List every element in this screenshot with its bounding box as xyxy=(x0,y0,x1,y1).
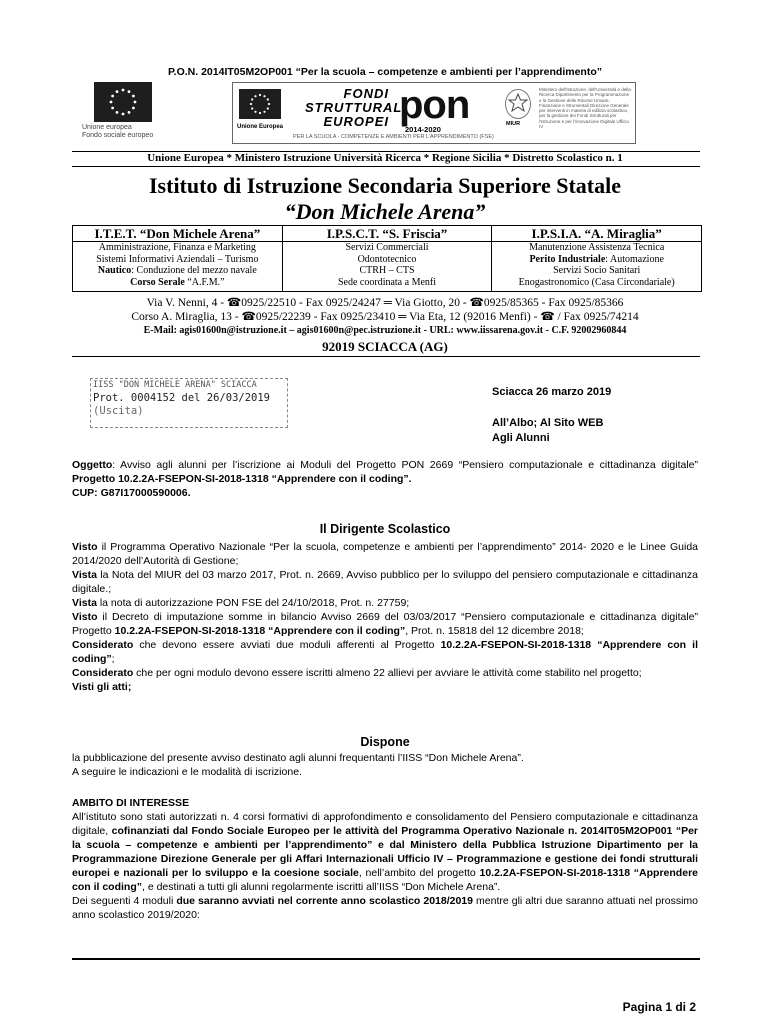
premise-6: Considerato che per ogni modulo devono essere iscritti almeno 22 allievi per avviare le attività come stabilito nel progetto; xyxy=(72,667,642,679)
fondi-strutturali-logo: FONDI STRUTTURALI EUROPEI xyxy=(305,86,407,129)
school-title: I.T.E.T. “Don Michele Arena” xyxy=(73,226,282,242)
protocol-stamp xyxy=(90,378,288,428)
logos-banner xyxy=(80,80,700,152)
premise-1: Visto il Programma Operativo Nazionale “Per la scuola, competenze e ambienti per l’apprendimento” 2014- 2020 e le Linee Guida 2014/2020 dell’Autorità di Gestione; xyxy=(72,541,698,567)
oggetto-paragraph: Oggetto: Avviso agli alunni per l’iscrizione ai Moduli del Progetto PON 2669 “Pensiero computazionale e cittadinanza digitale” Progetto 10.2.2A-FSEPON-SI-2018-1318 “Apprendere con il coding”. CUP: G87I17000590006. xyxy=(72,459,698,499)
city-line: 92019 SCIACCA (AG) xyxy=(322,339,448,354)
stamp-line-3: (Uscita) xyxy=(93,405,144,417)
premise-7: Visti gli atti; xyxy=(72,681,132,693)
ambito-heading: AMBITO DI INTERESSE xyxy=(72,797,190,809)
institute-title: Istituto di Istruzione Secondaria Superiore Statale xyxy=(149,173,621,198)
page-number: Pagina 1 di 2 xyxy=(622,1000,696,1014)
fse-caption: PER LA SCUOLA - COMPETENZE E AMBIENTI PER L'APPRENDIMENTO (FSE) xyxy=(293,134,494,140)
divider xyxy=(72,356,700,357)
eu-caption-line1: Unione europea xyxy=(82,124,132,131)
stamp-line-1: IISS "DON MICHELE ARENA" SCIACCA xyxy=(93,380,257,390)
premise-3: Vista la nota di autorizzazione PON FSE del 24/10/2018, Prot. n. 27759; xyxy=(72,597,410,609)
school-title: I.P.S.C.T. “S. Friscia” xyxy=(283,226,492,242)
eu-logo xyxy=(82,82,162,144)
ue-line: Unione Europea * Ministero Istruzione Università Ricerca * Regione Sicilia * Distretto Scolastico n. 1 xyxy=(147,152,623,164)
dispone-heading: Dispone xyxy=(360,735,410,749)
premises-block xyxy=(72,540,698,694)
schools-table xyxy=(72,225,702,292)
bottom-divider xyxy=(72,958,700,960)
eu-caption-line2: Fondo sociale europeo xyxy=(82,132,154,139)
stamp-line-2: Prot. 0004152 del 26/03/2019 xyxy=(93,392,271,404)
premise-4: Visto il Decreto di imputazione somme in bilancio Avviso 2669 del 03/03/2017 “Pensiero computazionale e cittadinanza digitale” Progetto 10.2.2A-FSEPON-SI-2018-1318 “Apprendere con il coding”, Prot. n. 15818 del 12 dicembre 2018; xyxy=(72,611,698,637)
address-line-1: Via V. Nenni, 4 - ☎0925/22510 - Fax 0925/24247 ═ Via Giotto, 20 - ☎0925/85365 - Fax 0925/85366 xyxy=(146,297,624,309)
pon-header-title: P.O.N. 2014IT05M2OP001 “Per la scuola – competenze e ambienti per l’apprendimento” xyxy=(168,66,602,78)
ambito-modules-line: Dei seguenti 4 moduli due saranno avviati nel corrente anno scolastico 2018/2019 mentre gli altri due saranno attuati nel prossimo anno scolastico 2019/2020: xyxy=(72,895,698,921)
ambito-paragraph: All’istituto sono stati autorizzati n. 4 corsi formativi di approfondimento e consolidamento del Pensiero computazionale e cittadinanza digitale, cofinanziati dal Fondo Sociale Europeo per le attività del Programma Operativo Nazionale n. 2014IT05M2OP001 “Per la scuola – competenze e ambienti per l’apprendimento” e dal Ministero della Pubblica Istruzione Dipartimento per la Programmazione Direzione Generale per gli Affari Internazionali Ufficio IV – Programmazione e gestione dei fondi strutturali europei e nazionali per lo sviluppo e la coesione sociale, nell’ambito del progetto 10.2.2A-FSEPON-SI-2018-1318 “Apprendere con il coding”, e destinati a tutti gli alunni regolarmente iscritti all’IISS “Don Michele Arena”. Dei seguenti 4 moduli due saranno avviati nel corrente anno scolastico 2018/2019 mentre gli altri due saranno attuati nel prossimo anno scolastico 2019/2020: xyxy=(72,811,699,921)
dirigente-heading: Il Dirigente Scolastico xyxy=(319,522,451,536)
eu-flag-small-icon xyxy=(239,89,281,119)
institute-name: “Don Michele Arena” xyxy=(284,199,486,224)
strip-ue-label: Unione Europea xyxy=(237,124,284,130)
contact-email-line: E-Mail: agis01600n@istruzione.it – agis01600n@pec.istruzione.it - URL: www.iissarena.gov.it - C.F. 92002960844 xyxy=(143,325,627,336)
dispone-block xyxy=(72,751,698,779)
miur-label: MIUR xyxy=(506,121,521,127)
school-title: I.P.S.I.A. “A. Miraglia” xyxy=(492,226,701,242)
school-ipsct: I.P.S.C.T. “S. Friscia” Servizi Commerciali Odontotecnico CTRH – CTS Sede coordinata a Menfi xyxy=(282,226,492,291)
recipient-2: Agli Alunni xyxy=(492,432,550,444)
eu-flag-icon xyxy=(94,82,152,122)
premise-2: Vista la Nota del MIUR del 03 marzo 2017, Prot. n. 2669, Avviso pubblico per lo sviluppo del pensiero computazionale e cittadinanza digitale.; xyxy=(72,569,698,595)
recipient-1: All’Albo; Al Sito WEB xyxy=(492,417,604,429)
address-line-2: Corso A. Miraglia, 13 - ☎0925/22239 - Fax 0925/23410 ═ Via Eta, 12 (92016 Menfi) - ☎ / Fax 0925/74214 xyxy=(131,311,639,323)
school-ipsia: I.P.S.I.A. “A. Miraglia” Manutenzione Assistenza Tecnica Perito Industriale: Automazione Servizi Socio Sanitari Enogastronomico (Casa Circondariale) xyxy=(491,226,701,291)
italian-emblem-icon xyxy=(505,89,531,119)
dispone-line-2: A seguire le indicazioni e le modalità di iscrizione. xyxy=(72,766,302,778)
dispone-line-1: la pubblicazione del presente avviso destinato agli alunni frequentanti l’IISS “Don Michele Arena”. xyxy=(72,752,524,764)
premise-5: Considerato che devono essere avviati due moduli afferenti al Progetto 10.2.2A-FSEPON-SI-2018-1318 “Apprendere con il coding”; xyxy=(72,639,698,665)
pon-logo: pon xyxy=(399,83,470,127)
ministry-text: Ministero dell'Istruzione, dell'Università e della Ricerca Dipartimento per la Programmazione e la Gestione delle Risorse Umane, Finanziarie e Strumentali Direzione Generale per interventi in materia di edilizia scolastica, per la gestione dei Fondi Strutturali per l'Istruzione e per l'innovazione Digitale Ufficio IV xyxy=(539,87,631,130)
divider xyxy=(72,166,700,167)
school-itet: I.T.E.T. “Don Michele Arena” Amministrazione, Finanza e Marketing Sistemi Informativi Aziendali – Turismo Nautico: Conduzione del mezzo navale Corso Serale “A.F.M.” xyxy=(73,226,282,291)
pon-years: 2014-2020 xyxy=(405,125,441,134)
date-place: Sciacca 26 marzo 2019 xyxy=(492,386,612,398)
fondi-strutturali-banner xyxy=(232,82,636,144)
